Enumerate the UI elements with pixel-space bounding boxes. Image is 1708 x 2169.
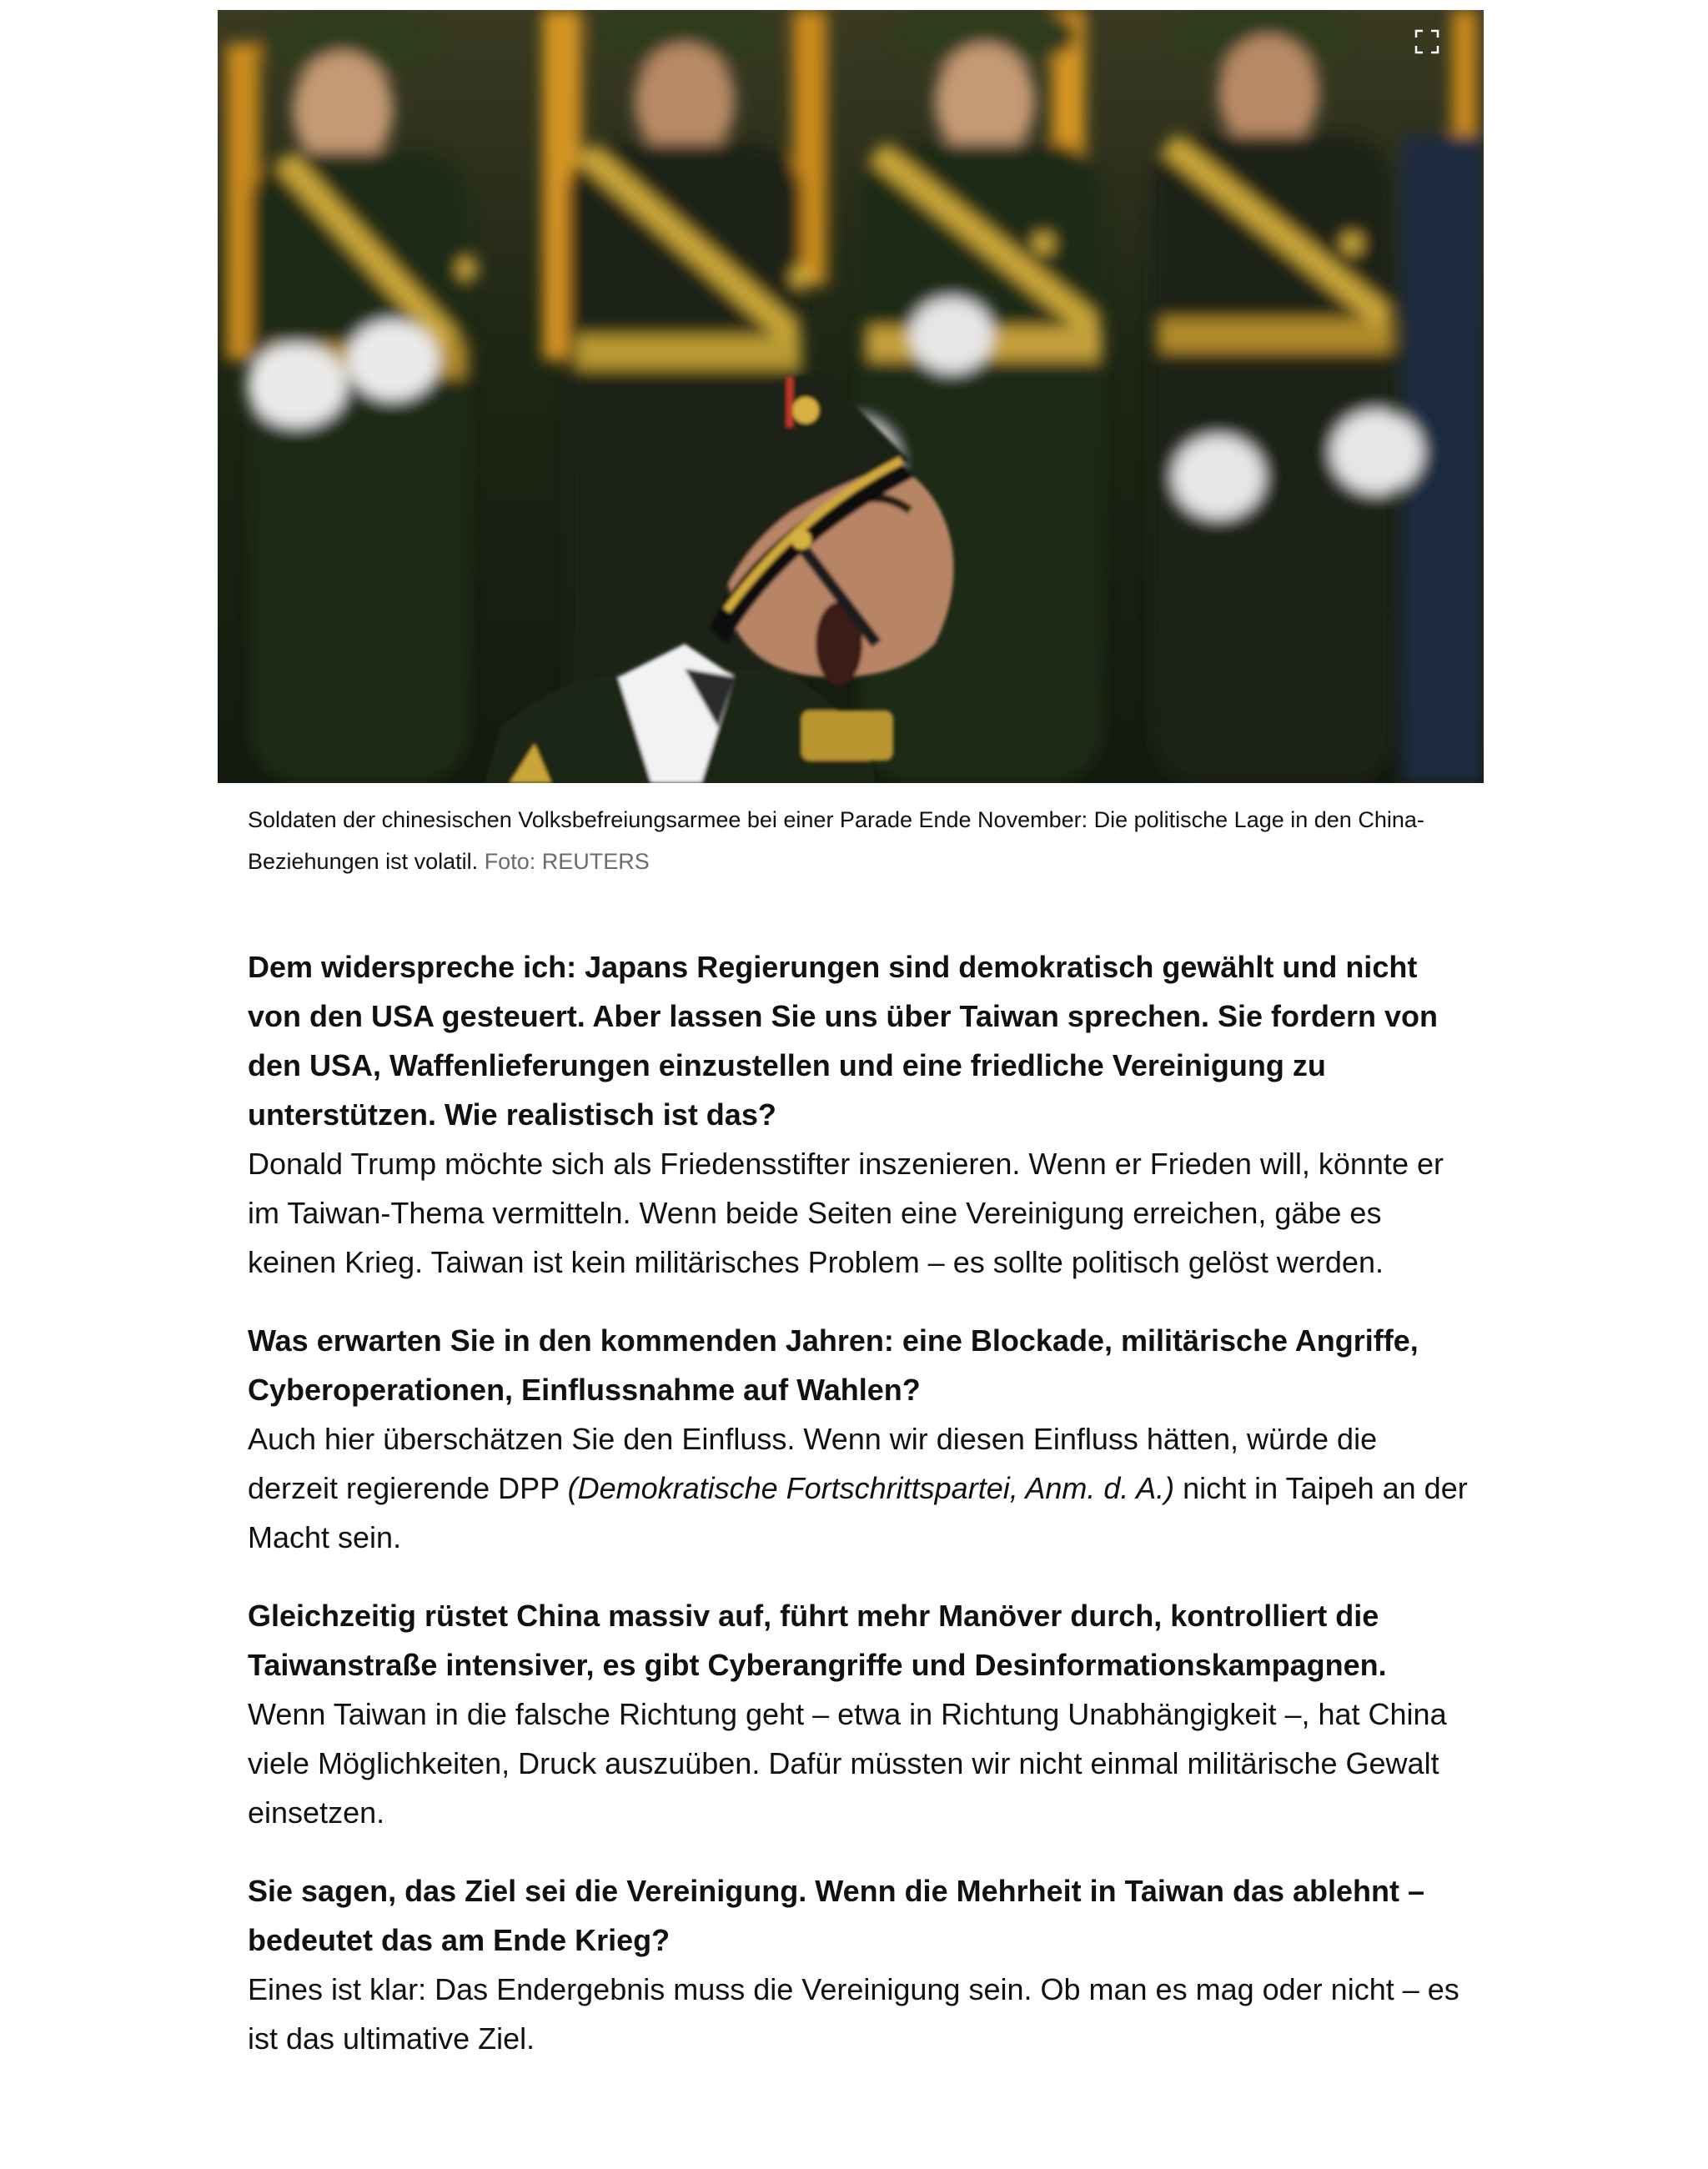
interview-answer xyxy=(248,1414,1474,1562)
interview-question: Dem widerspreche ich: Japans Regierungen sind demokratisch gewählt und nicht von den USA gesteuert. Aber lassen Sie uns über Taiwan sprechen. Sie fordern von den USA, Waffenlieferungen einzustellen und eine friedliche Vereinigung zu unterstützen. Wie realistisch ist das? xyxy=(248,950,1439,1132)
interview-block xyxy=(248,1866,1474,2063)
answer-text: nicht in Taipeh an der Macht sein. xyxy=(248,1471,1468,1554)
photo-caption xyxy=(248,799,1465,882)
editor-note: (Demokratische Fortschrittspartei, Anm. d. A.) xyxy=(567,1471,1175,1505)
caption-credit: Foto: REUTERS xyxy=(484,849,650,874)
expand-icon[interactable] xyxy=(1414,28,1440,55)
interview-block xyxy=(248,1591,1474,1837)
caption-text: Soldaten der chinesischen Volksbefreiungsarmee bei einer Parade Ende November: Die politische Lage in den China-Beziehungen ist volatil. xyxy=(248,807,1424,874)
answer-text: Auch hier überschätzen Sie den Einfluss. Wenn wir diesen Einfluss hätten, würde die derzeit regierende DPP xyxy=(248,1422,1378,1505)
article-body xyxy=(248,942,1474,2092)
interview-answer: Wenn Taiwan in die falsche Richtung geht – etwa in Richtung Unabhängigkeit –, hat China viele Möglichkeiten, Druck auszuüben. Dafür müssten wir nicht einmal militärische Gewalt einsetzen. xyxy=(248,1697,1447,1830)
interview-block xyxy=(248,942,1474,1287)
interview-block xyxy=(248,1316,1474,1562)
interview-answer: Donald Trump möchte sich als Friedensstifter inszenieren. Wenn er Frieden will, könnte er im Taiwan-Thema vermitteln. Wenn beide Seiten eine Vereinigung erreichen, gäbe es keinen Krieg. Taiwan ist kein militärisches Problem – es sollte politisch gelöst werden. xyxy=(248,1147,1444,1279)
interview-question: Gleichzeitig rüstet China massiv auf, führt mehr Manöver durch, kontrolliert die Taiwanstraße intensiver, es gibt Cyberangriffe und Desinformationskampagnen. xyxy=(248,1599,1387,1682)
article-photo xyxy=(218,10,1484,783)
interview-question: Sie sagen, das Ziel sei die Vereinigung. Wenn die Mehrheit in Taiwan das ablehnt – bedeutet das am Ende Krieg? xyxy=(248,1874,1425,1957)
soldiers-parade-photo xyxy=(218,10,1484,783)
interview-question: Was erwarten Sie in den kommenden Jahren: eine Blockade, militärische Angriffe, Cyberoperationen, Einflussnahme auf Wahlen? xyxy=(248,1323,1419,1407)
interview-answer: Eines ist klar: Das Endergebnis muss die Vereinigung sein. Ob man es mag oder nicht – es ist das ultimative Ziel. xyxy=(248,1972,1459,2056)
